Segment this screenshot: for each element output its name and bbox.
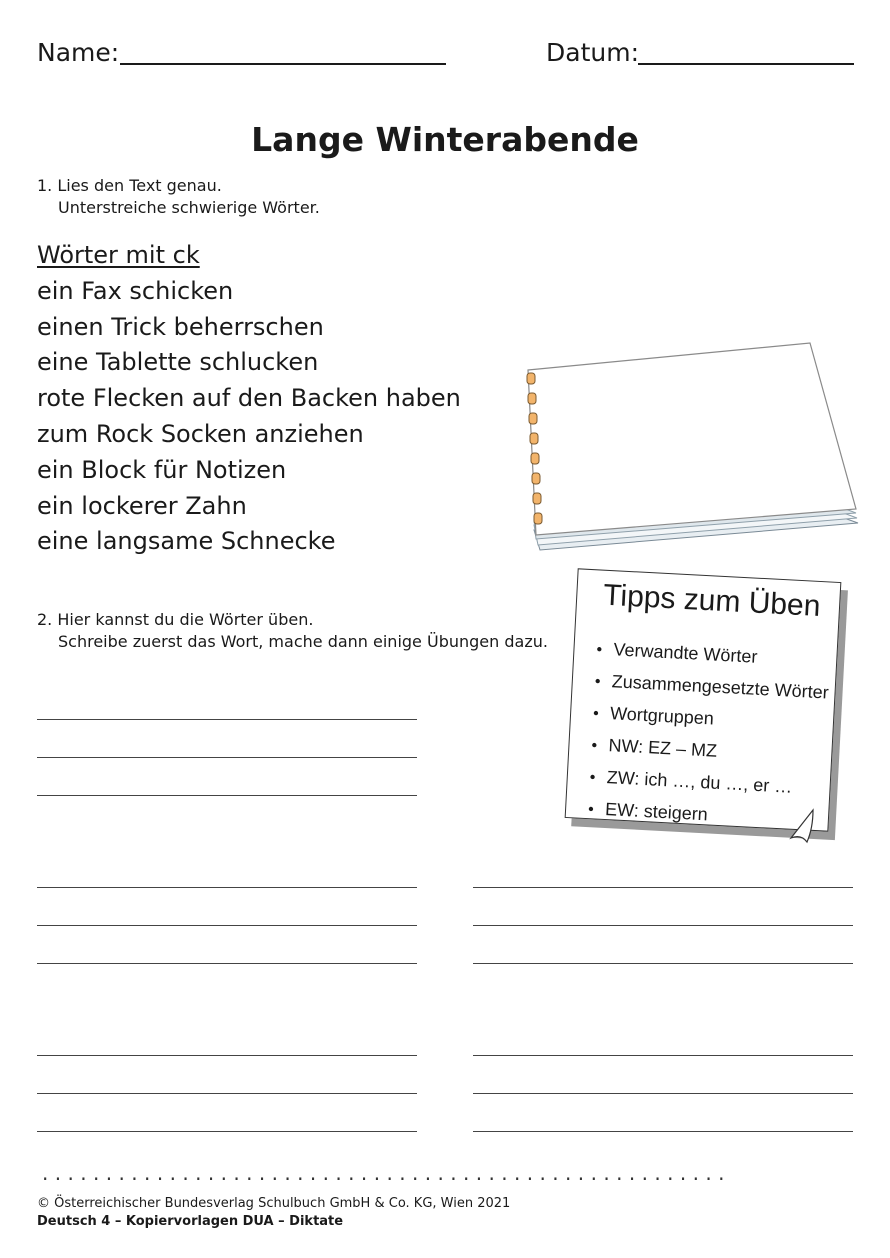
writing-line[interactable]	[473, 1131, 853, 1132]
name-label: Name:	[37, 38, 120, 67]
tip-text: Zusammengesetzte Wörter	[611, 671, 830, 703]
word-list	[37, 238, 461, 560]
word-item: eine Tablette schlucken	[37, 348, 319, 377]
task-1-line-2: Unterstreiche schwierige Wörter.	[58, 198, 320, 217]
word-item: einen Trick beherrschen	[37, 312, 324, 341]
book-title: Deutsch 4 – Kopiervorlagen DUA – Diktate	[37, 1214, 344, 1229]
word-item: ein Fax schicken	[37, 276, 234, 305]
bullet-icon: •	[587, 801, 595, 819]
word-list-heading: Wörter mit ck	[37, 241, 200, 269]
writing-line[interactable]	[473, 887, 853, 888]
writing-line[interactable]	[37, 719, 417, 720]
tip-text: ZW: ich …, du …, er …	[606, 767, 793, 797]
copyright-text: © Österreichischer Bundesverlag Schulbuch GmbH & Co. KG, Wien 2021	[37, 1196, 511, 1211]
task-1-line-1: 1. Lies den Text genau.	[37, 176, 222, 195]
writing-line[interactable]	[37, 925, 417, 926]
tips-title: Tipps zum Üben	[602, 578, 822, 623]
writing-line[interactable]	[37, 1131, 417, 1132]
writing-line[interactable]	[473, 1055, 853, 1056]
writing-line[interactable]	[37, 1093, 417, 1094]
tips-note	[565, 568, 842, 831]
date-label: Datum:	[546, 38, 639, 67]
word-item: eine langsame Schnecke	[37, 527, 336, 556]
writing-line[interactable]	[37, 795, 417, 796]
bullet-icon: •	[592, 705, 600, 723]
bullet-icon: •	[589, 769, 596, 787]
writing-line[interactable]	[37, 757, 417, 758]
task-2-line-1: 2. Hier kannst du die Wörter üben.	[37, 610, 314, 629]
bullet-icon: •	[591, 737, 598, 755]
writing-line[interactable]	[37, 1055, 417, 1056]
writing-line[interactable]	[473, 963, 853, 964]
word-item: ein Block für Notizen	[37, 455, 287, 484]
tip-text: Verwandte Wörter	[613, 639, 758, 667]
footer	[37, 1195, 510, 1231]
writing-line[interactable]	[37, 963, 417, 964]
tip-text: EW: steigern	[604, 799, 709, 825]
task-2-line-2: Schreibe zuerst das Wort, mache dann einige Übungen dazu.	[58, 632, 548, 651]
page-title: Lange Winterabende	[251, 120, 639, 159]
name-field[interactable]	[120, 63, 446, 65]
bullet-icon: •	[596, 641, 603, 659]
tip-text: Wortgruppen	[609, 703, 715, 729]
writing-line[interactable]	[473, 925, 853, 926]
writing-line[interactable]	[37, 887, 417, 888]
word-item: rote Flecken auf den Backen haben	[37, 384, 461, 413]
bullet-icon: •	[594, 673, 601, 691]
notepad-illustration	[510, 335, 865, 560]
word-item: ein lockerer Zahn	[37, 491, 247, 520]
date-field[interactable]	[638, 63, 854, 65]
writing-line[interactable]	[473, 1093, 853, 1094]
tips-list	[587, 632, 831, 836]
task-1-instructions	[37, 175, 320, 219]
task-2-instructions	[37, 609, 548, 653]
tip-text: NW: EZ – MZ	[608, 735, 718, 761]
word-item: zum Rock Socken anziehen	[37, 419, 364, 448]
note-curl-icon	[783, 808, 823, 848]
dotted-divider: ......................................................	[42, 1161, 731, 1185]
